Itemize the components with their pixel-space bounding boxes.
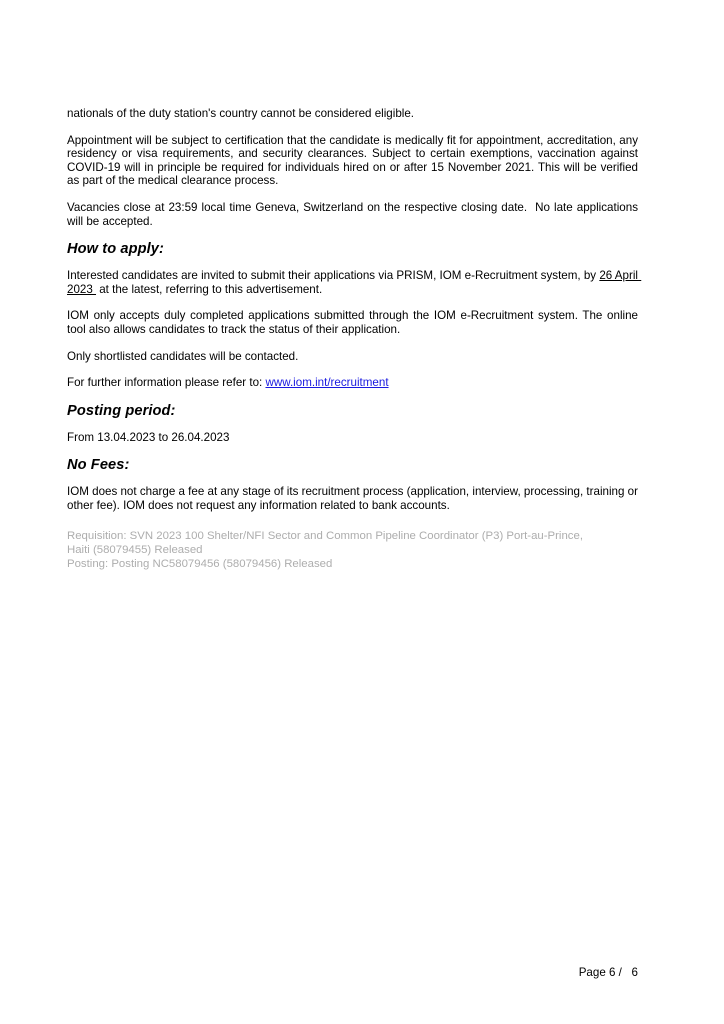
- heading-no-fees: No Fees:: [67, 457, 130, 474]
- paragraph-eligibility: nationals of the duty station's country cannot be considered eligible.: [67, 107, 415, 120]
- requisition-line-2: Haiti (58079455) Released: [67, 543, 203, 556]
- posting-metadata-line: Posting: Posting NC58079456 (58079456) Released: [67, 558, 333, 571]
- requisition-line-1: Requisition: SVN 2023 100 Shelter/NFI Sector and Common Pipeline Coordinator (P3) Port-au-Prince,: [67, 529, 583, 542]
- paragraph-vacancies-close: Vacancies close at 23:59 local time Geneva, Switzerland on the respective closing date. No late applications will be accepted.: [67, 200, 642, 228]
- requisition-metadata: [67, 529, 638, 572]
- paragraph-shortlisted-candidates: Only shortlisted candidates will be contacted.: [67, 349, 299, 363]
- heading-how-to-apply: How to apply:: [67, 241, 164, 258]
- paragraph-further-information: [67, 376, 638, 390]
- paragraph-appointment-certification: Appointment will be subject to certification that the candidate is medically fit for appointment, accreditation, any residency or visa requirements, and security clearances. Subject to certain exemptions, vaccination against COVID-19 will in principle be required for individuals hired on or after 15 November 2021. This will be verified as part of the medical clearance process.: [67, 133, 642, 188]
- page-number-label: Page 6 / 6: [578, 966, 638, 979]
- page-footer: [0, 966, 724, 980]
- further-information-label: For further information please refer to:: [67, 376, 266, 390]
- posting-period-range: From 13.04.2023 to 26.04.2023: [67, 430, 230, 444]
- how-to-apply-suffix-text: at the latest, referring to this advertisement.: [96, 282, 323, 296]
- application-deadline-date: 26 April 2023: [67, 269, 642, 296]
- document-content: [67, 107, 642, 572]
- paragraph-only-accepts-completed: IOM only accepts duly completed applications submitted through the IOM e-Recruitment system. The online tool also allows candidates to track the status of their application.: [67, 309, 642, 336]
- recruitment-website-link[interactable]: www.iom.int/recruitment: [265, 376, 389, 390]
- heading-posting-period: Posting period:: [67, 402, 176, 419]
- how-to-apply-prefix-text: Interested candidates are invited to submit their applications via PRISM, IOM e-Recruitment system, by: [67, 269, 600, 283]
- paragraph-how-to-apply-instructions: [67, 269, 642, 296]
- paragraph-no-fees: IOM does not charge a fee at any stage of its recruitment process (application, interview, processing, training or other fee). IOM does not request any information related to bank accounts.: [67, 485, 642, 512]
